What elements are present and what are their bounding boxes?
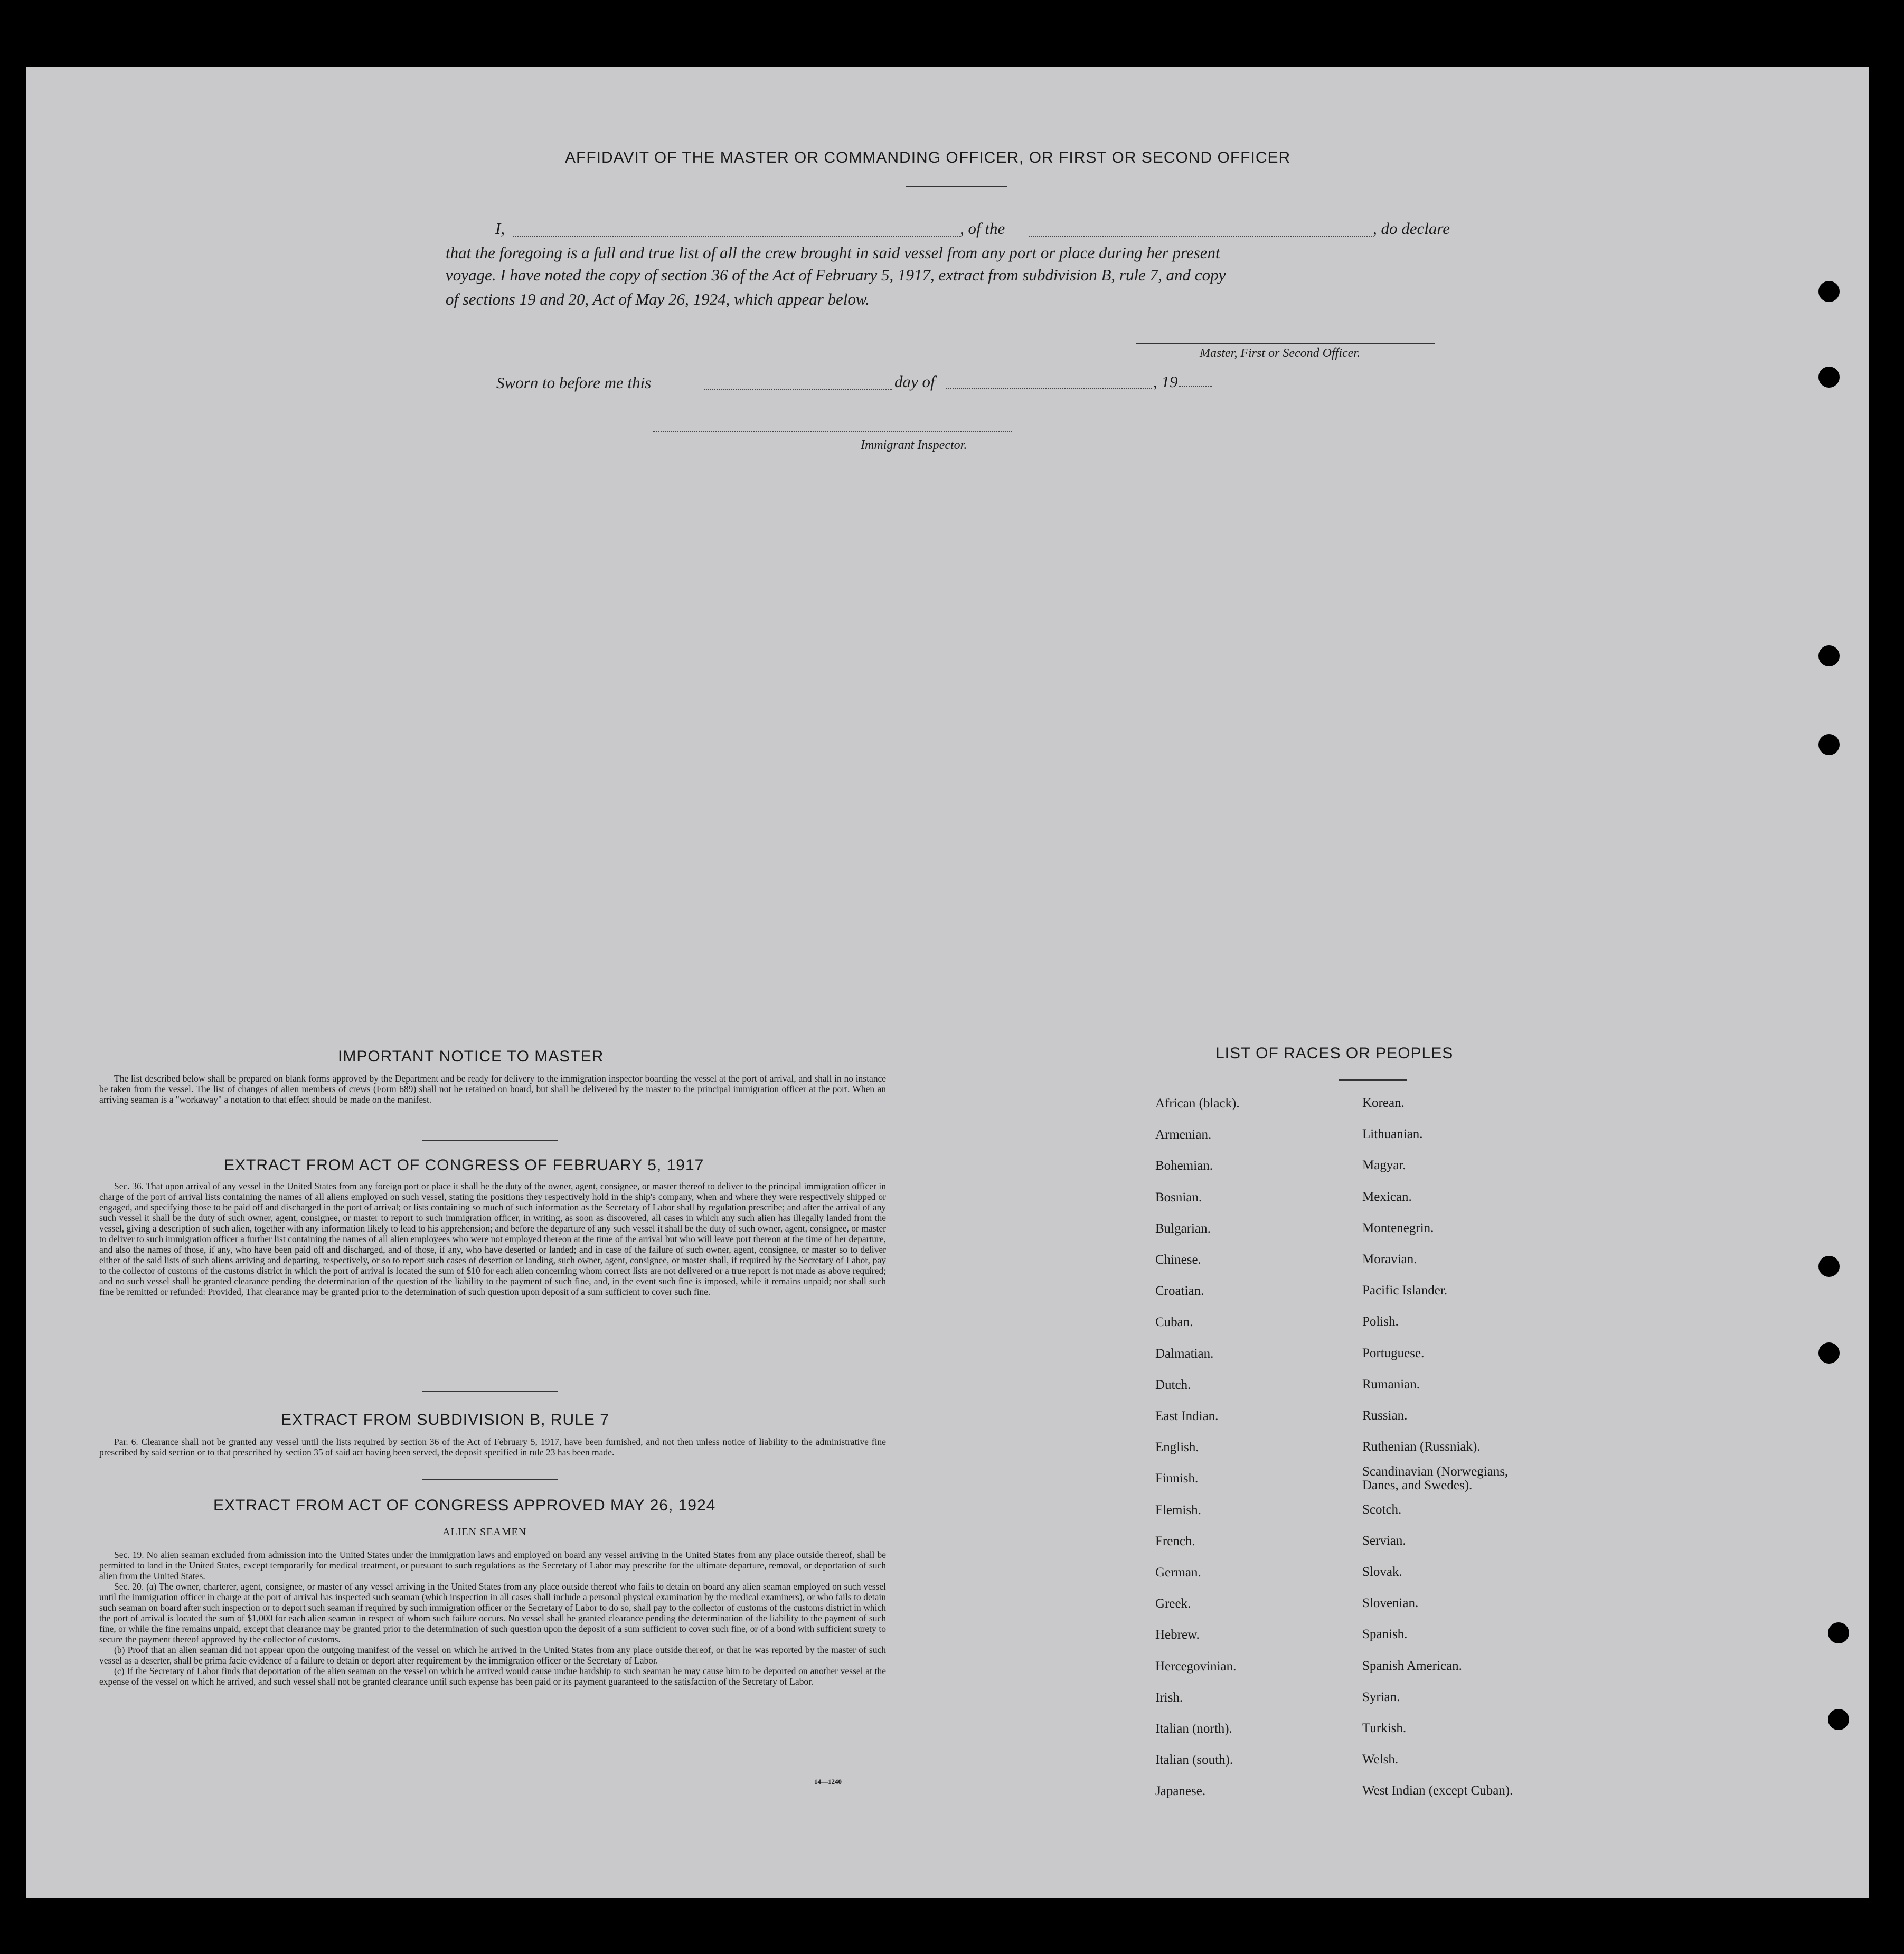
race-item: Spanish American. (1362, 1659, 1462, 1673)
notice-title: IMPORTANT NOTICE TO MASTER (338, 1048, 604, 1065)
races-title: LIST OF RACES OR PEOPLES (1215, 1045, 1454, 1062)
inspector-label: Immigrant Inspector. (861, 438, 967, 452)
race-item: Portuguese. (1362, 1346, 1425, 1360)
race-item: Slovenian. (1362, 1596, 1419, 1610)
race-item: Servian. (1362, 1534, 1406, 1548)
vessel-name-field[interactable] (1029, 236, 1372, 237)
sworn-year-prefix: , 19 (1153, 372, 1178, 391)
rule7-divider (422, 1479, 558, 1480)
extract-1917-title: EXTRACT FROM ACT OF CONGRESS OF FEBRUARY 5, 1917 (224, 1157, 704, 1174)
binder-hole-5 (1818, 1256, 1840, 1277)
race-item: French. (1155, 1534, 1195, 1548)
inspector-signature-line[interactable] (653, 431, 1012, 432)
race-item: Rumanian. (1362, 1377, 1420, 1392)
race-item: Japanese. (1155, 1784, 1206, 1798)
race-item: Polish. (1362, 1314, 1399, 1329)
section-20a-paragraph: Sec. 20. (a) The owner, charterer, agent, consignee, or master of any vessel arriving in the United States from any place outside thereof who fails to detain on board any alien seaman employed on such vessel until the immigration officer in charge at the port of arrival has inspected such seaman (which inspection in all cases shall include a personal physical examination by the medical examiners), or who fails to detain such seaman on board after such inspection or to deport such seaman if required by such immigration officer or the Secretary of Labor to do so, shall pay to the collector of customs of the customs district in which the port of arrival is located the sum of $1,000 for each alien seaman in respect of whom such failure occurs. No vessel shall be granted clearance pending the determination of the liability to the payment of such fine, or while the fine remains unpaid, except that clearance may be granted prior to the determination of such question upon the deposit of a sum sufficient to cover such fine, or of a bond with sufficient surety to secure the payment thereof approved by the collector of customs. (99, 1581, 886, 1645)
declaration-line1-start: I, (495, 219, 505, 238)
race-item: Ruthenian (Russniak). (1362, 1440, 1481, 1454)
race-item: Welsh. (1362, 1752, 1399, 1767)
declaration-line1-mid: , of the (960, 219, 1005, 238)
affidavit-title: AFFIDAVIT OF THE MASTER OR COMMANDING OFFICER, OR FIRST OR SECOND OFFICER (565, 149, 1291, 166)
notice-paragraph: The list described below shall be prepared on blank forms approved by the Department and be ready for delivery to the immigration inspector boarding the vessel at the port of arrival, and shall in no instance be taken from the vessel. The list of changes of alien members of crews (Form 689) shall not be retained on board, but shall be delivered by the master to the principal immigration officer at the port. When an arriving seaman is a "workaway" a notation to that effect should be made on the manifest. (99, 1073, 886, 1105)
alien-seamen-subtitle: ALIEN SEAMEN (442, 1526, 527, 1538)
binder-hole-8 (1828, 1709, 1849, 1730)
sworn-text: Sworn to before me this (496, 373, 652, 392)
race-item: Slovak. (1362, 1565, 1402, 1579)
race-item: Russian. (1362, 1408, 1408, 1423)
sworn-year-field[interactable] (1179, 386, 1212, 387)
binder-hole-2 (1818, 367, 1840, 388)
form-number: 14—1240 (814, 1778, 842, 1786)
binder-hole-3 (1818, 645, 1840, 666)
race-item: Croatian. (1155, 1284, 1204, 1298)
race-item: Moravian. (1362, 1252, 1417, 1266)
race-item: West Indian (except Cuban). (1362, 1783, 1513, 1798)
sworn-day-of: day of (894, 372, 935, 391)
section-19-paragraph: Sec. 19. No alien seaman excluded from admission into the United States under the immigration laws and employed on board any vessel arriving in the United States from any place outside thereof, shall be permitted to land in the United States, except temporarily for medical treatment, or pursuant to such regulations as the Secretary of Labor may prescribe for the ultimate departure, removal, or deportation of such alien from the United States. (99, 1549, 886, 1581)
sworn-month-field[interactable] (946, 388, 1152, 389)
master-signature-label: Master, First or Second Officer. (1200, 346, 1360, 360)
binder-hole-1 (1818, 281, 1840, 302)
race-item: Mexican. (1362, 1190, 1412, 1204)
binder-hole-6 (1818, 1342, 1840, 1364)
declarant-name-field[interactable] (513, 236, 960, 237)
declaration-line2: that the foregoing is a full and true list of all the crew brought in said vessel from any port or place during her present (446, 243, 1220, 262)
races-divider (1339, 1079, 1407, 1081)
section-20c-paragraph: (c) If the Secretary of Labor finds that deportation of the alien seaman on the vessel on which he arrived would cause undue hardship to such seaman he may cause him to be deported on another vessel at the expense of the vessel on which he arrived, and such vessel shall not be granted clearance until such expense has been paid or its payment guaranteed to the satisfaction of the Secretary of Labor. (99, 1666, 886, 1687)
master-signature-line[interactable] (1136, 343, 1435, 344)
race-item: Hebrew. (1155, 1628, 1200, 1642)
race-item: Bohemian. (1155, 1159, 1213, 1173)
extract-1924-title: EXTRACT FROM ACT OF CONGRESS APPROVED MAY 26, 1924 (213, 1497, 716, 1514)
race-item: Flemish. (1155, 1503, 1201, 1517)
race-item: Finnish. (1155, 1471, 1199, 1486)
par6-paragraph: Par. 6. Clearance shall not be granted any vessel until the lists required by section 36 of the Act of February 5, 1917, have been furnished, and not then unless notice of liability to the administrative fine prescribed by said section or to that prescribed by section 35 of said act having been served, the deposit specified in rule 23 has been made. (99, 1436, 886, 1458)
race-item: Lithuanian. (1362, 1127, 1423, 1141)
binder-hole-7 (1828, 1622, 1849, 1643)
race-item: Bosnian. (1155, 1190, 1202, 1205)
race-item: Greek. (1155, 1596, 1191, 1611)
race-item: Scotch. (1362, 1502, 1402, 1517)
notice-divider (422, 1140, 558, 1141)
race-item: Spanish. (1362, 1627, 1408, 1641)
race-item: Italian (north). (1155, 1722, 1232, 1736)
extract-1917-divider (422, 1391, 558, 1392)
race-item: Italian (south). (1155, 1753, 1233, 1767)
title-divider (906, 186, 1007, 187)
sworn-day-field[interactable] (704, 389, 892, 390)
race-item: Montenegrin. (1362, 1221, 1434, 1235)
race-item: German. (1155, 1565, 1201, 1580)
race-item: Armenian. (1155, 1128, 1212, 1142)
rule7-title: EXTRACT FROM SUBDIVISION B, RULE 7 (281, 1411, 609, 1429)
race-item: Bulgarian. (1155, 1222, 1211, 1236)
notice-text (99, 1073, 886, 1105)
race-item: Cuban. (1155, 1315, 1193, 1329)
race-item: Irish. (1155, 1690, 1183, 1705)
race-item: East Indian. (1155, 1409, 1219, 1423)
race-item: Hercegovinian. (1155, 1659, 1237, 1674)
race-item: Korean. (1362, 1096, 1405, 1110)
declaration-line1-end: , do declare (1373, 219, 1450, 238)
race-item: Chinese. (1155, 1253, 1201, 1267)
race-item: English. (1155, 1440, 1199, 1454)
section-20b-paragraph: (b) Proof that an alien seaman did not appear upon the outgoing manifest of the vessel on which he arrived in the United States from any place outside thereof, or that he was reported by the master of such vessel as a deserter, shall be prima facie evidence of a failure to detain or deport after requirement by the immigration officer or the Secretary of Labor. (99, 1645, 886, 1666)
race-item: Turkish. (1362, 1721, 1407, 1735)
section-36-paragraph: Sec. 36. That upon arrival of any vessel in the United States from any foreign port or place it shall be the duty of the owner, agent, consignee, or master thereof to deliver to the principal immigration officer in charge of the port of arrival lists containing the names of all aliens employed on such vessel, stating the positions they respectively hold in the ship's company, when and where they were respectively shipped or engaged, and specifying those to be paid off and discharged in the port of arrival; or lists containing so much of such information as the Secretary of Labor shall by regulation prescribe; and after the arrival of any such vessel it shall be the duty of such owner, agent, consignee, or master to report to such immigration officer, in writing, as soon as discovered, all cases in which any such alien has illegally landed from the vessel, giving a description of such alien, together with any information likely to lead to his apprehension; and before the departure of any such vessel it shall be the duty of such owner, agent, consignee, or master to deliver to such immigration officer a further list containing the names of all alien employees who were not employed thereon at the time of the arrival but who will leave port thereon at the time of her departure, and also the names of those, if any, who have been paid off and discharged, and of those, if any, who have deserted or landed; and in case of the failure of such owner, agent, consignee, or master so to deliver either of the said lists of such aliens arriving and departing, respectively, or so to report such cases of desertion or landing, such owner, agent, consignee, or master shall, if required by the Secretary of Labor, pay to the collector of customs of the customs district in which the port of arrival is located the sum of $10 for each alien concerning whom correct lists are not delivered or a true report is not made as above required; and no such vessel shall be granted clearance pending the determination of the question of the liability to the payment of such fine, and, in the event such fine is imposed, while it remains unpaid; nor shall such fine be remitted or refunded: Provided, That clearance may be granted prior to the determination of such question upon deposit of a sum sufficient to cover such fine. (99, 1181, 886, 1297)
extract-1924-text (99, 1549, 886, 1687)
race-item: African (black). (1155, 1096, 1240, 1111)
rule7-text (99, 1436, 886, 1458)
extract-1917-text (99, 1181, 886, 1297)
declaration-line3: voyage. I have noted the copy of section 36 of the Act of February 5, 1917, extract from subdivision B, rule 7, and copy (446, 266, 1226, 284)
race-item: Magyar. (1362, 1158, 1406, 1172)
binder-hole-4 (1818, 734, 1840, 755)
declaration-line4: of sections 19 and 20, Act of May 26, 1924, which appear below. (446, 290, 870, 308)
race-item: Dutch. (1155, 1378, 1191, 1392)
race-item: Syrian. (1362, 1690, 1400, 1704)
race-item: Pacific Islander. (1362, 1283, 1448, 1298)
race-item: Dalmatian. (1155, 1347, 1214, 1361)
race-item: Scandinavian (Norwegians, Danes, and Swedes). (1362, 1464, 1509, 1492)
